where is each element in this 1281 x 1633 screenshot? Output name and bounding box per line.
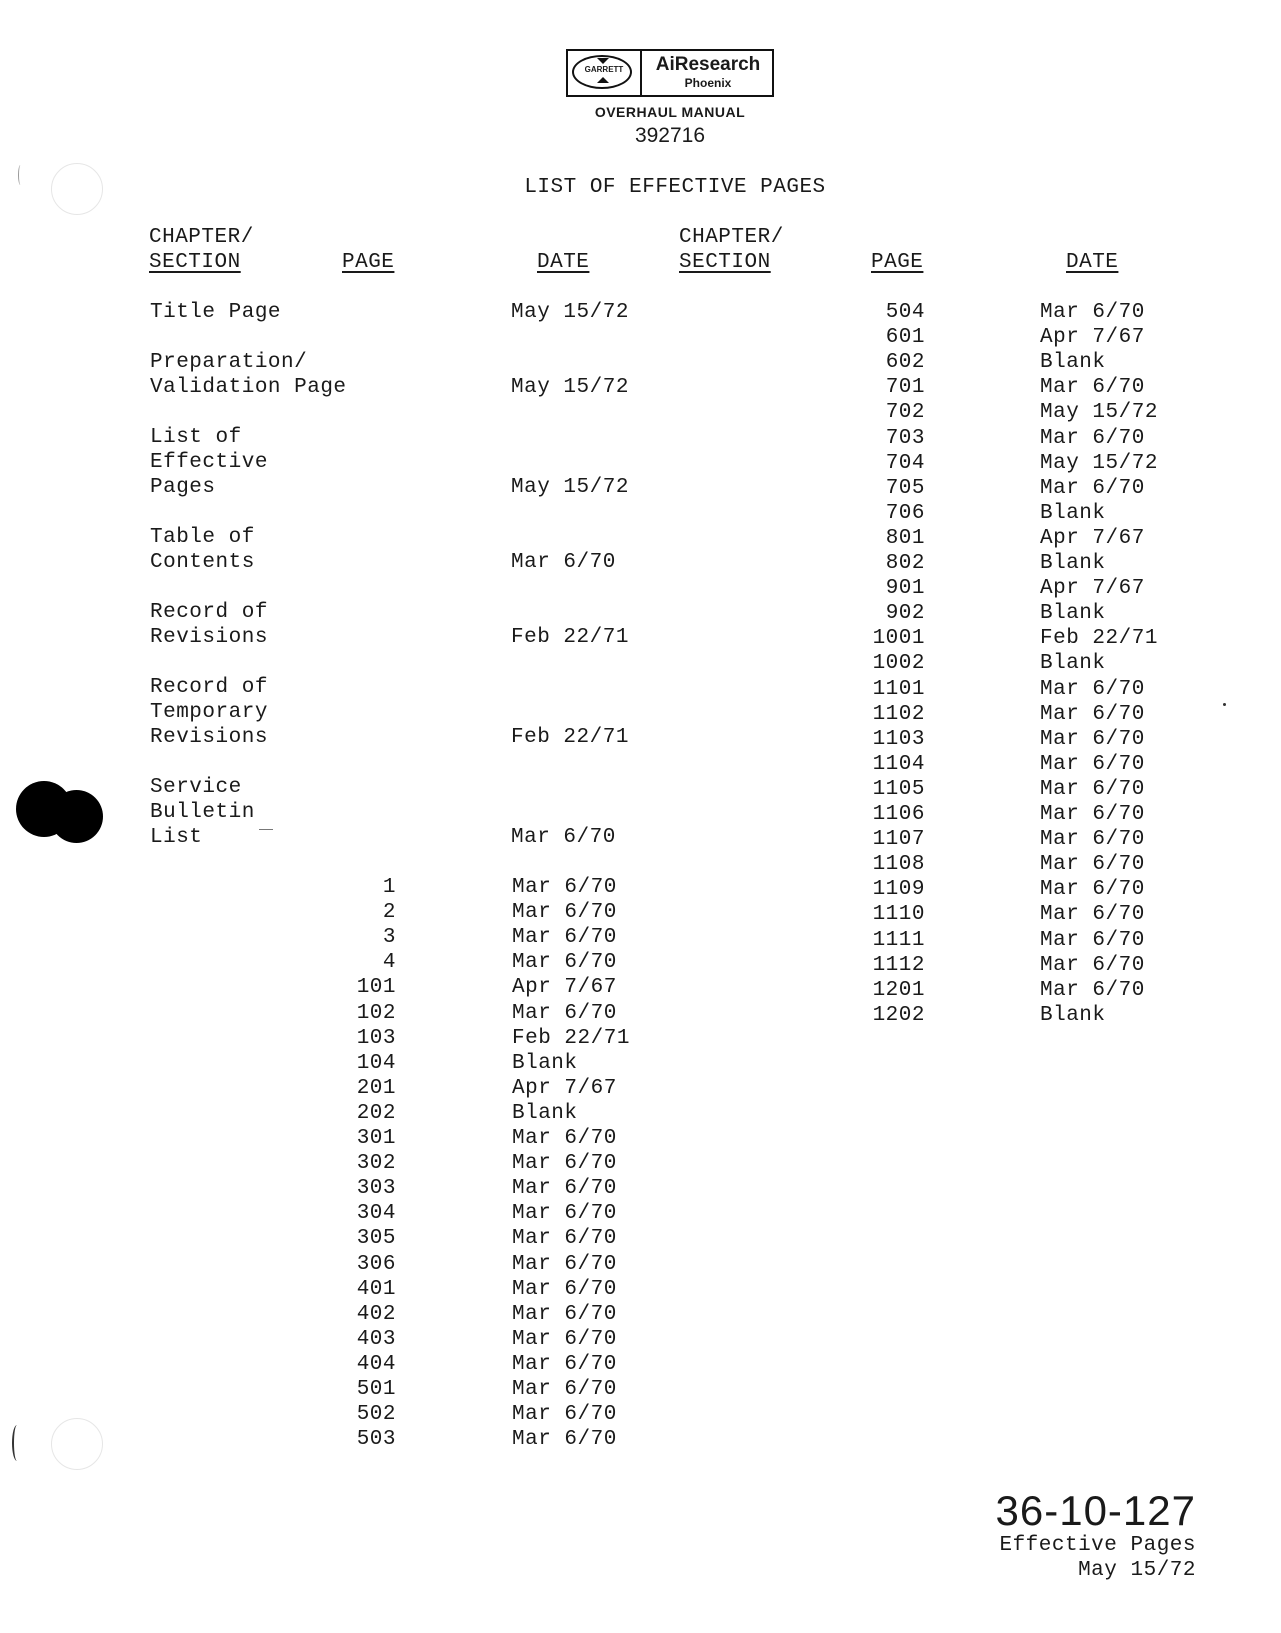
right-section-header: SECTION [679,251,771,274]
stray-dot [1223,703,1226,706]
page-number: 305 [356,1227,396,1251]
page-date: Apr 7/67 [1040,577,1145,601]
footer-subtitle: Effective Pages [999,1534,1196,1557]
page-date: Mar 6/70 [512,1177,617,1201]
page-date: Mar 6/70 [512,926,617,950]
page-number: 402 [356,1302,396,1326]
page-number: 902 [885,602,925,626]
page-date: Blank [1040,602,1106,626]
page-date: Mar 6/70 [512,1001,617,1025]
logo-emblem-text: GARRETT [584,65,624,74]
left-date-header: DATE [537,251,590,274]
page-date: Mar 6/70 [512,1127,617,1150]
page-number: 1202 [872,1003,925,1027]
page-number: 703 [885,426,925,450]
page-date: Mar 6/70 [1040,476,1145,500]
page-date: Mar 6/70 [512,1277,617,1301]
section-label-line: Effective [150,451,268,475]
page-number: 1201 [872,978,925,1002]
page-number: 1112 [872,953,925,977]
page-date: Mar 6/70 [1040,928,1145,952]
page-date: Mar 6/70 [512,1202,617,1226]
page-date: Mar 6/70 [1040,777,1145,801]
page-number: 1105 [872,777,925,801]
page-date: Mar 6/70 [1040,301,1145,324]
page-number: 1103 [872,727,925,751]
section-label-line: Revisions [150,726,268,750]
page-date: Mar 6/70 [1040,828,1145,852]
logo-city: Phoenix [684,76,732,90]
page-date: Mar 6/70 [1040,702,1145,726]
page-date: Apr 7/67 [1040,526,1145,550]
page-number: 2 [382,901,396,925]
page-number: 1 [382,876,396,899]
page-date: Mar 6/70 [1040,953,1145,977]
binder-hole-top [51,163,103,215]
page-number: 1101 [872,677,925,701]
section-label-line: Bulletin [150,801,255,825]
page-number: 3 [382,926,396,950]
page-number: 801 [885,526,925,550]
logo-brand: AiResearch [655,54,761,75]
page-date: Apr 7/67 [512,1076,617,1100]
section-label-line: List of [150,426,242,449]
page-number: 202 [356,1101,396,1125]
page-date: Blank [512,1101,578,1125]
page-number: 306 [356,1252,396,1276]
page-number: 304 [356,1202,396,1226]
page-date: Feb 22/71 [512,1026,630,1050]
page-number: 401 [356,1277,396,1301]
page-number: 1106 [872,803,925,826]
page-date: Mar 6/70 [512,1327,617,1351]
section-date: May 15/72 [511,376,629,400]
page-date: Apr 7/67 [512,976,617,1000]
page-date: Blank [1040,501,1106,525]
page-date: Mar 6/70 [1040,903,1145,927]
page-date: Mar 6/70 [512,901,617,925]
page-date: Mar 6/70 [1040,803,1145,826]
scan-mark-top [18,165,23,185]
page-number: 1001 [872,627,925,651]
section-date: May 15/72 [511,301,629,324]
section-label-line: Temporary [150,701,268,725]
page-number: 901 [885,577,925,601]
page-number: 102 [356,1001,396,1025]
page-number: 1109 [872,878,925,902]
page-number: 4 [382,951,396,975]
page-date: Mar 6/70 [512,1428,617,1452]
page-date: Mar 6/70 [1040,878,1145,902]
page-date: Mar 6/70 [1040,853,1145,877]
page-date: Apr 7/67 [1040,326,1145,350]
page-number: 404 [356,1352,396,1376]
page-date: Blank [1040,351,1106,375]
page-number: 504 [885,301,925,324]
page-number: 1107 [872,828,925,852]
list-title: LIST OF EFFECTIVE PAGES [524,176,826,199]
section-label-line: Service [150,776,242,799]
page-date: Mar 6/70 [512,1152,617,1176]
page-number: 1002 [872,652,925,676]
page-number: 601 [885,326,925,350]
page-number: 705 [885,476,925,500]
section-label-line: Title Page [150,301,282,324]
section-date: Feb 22/71 [511,626,629,650]
page-date: Mar 6/70 [512,1403,617,1427]
punched-hole-shadow-2 [50,790,103,843]
section-label-line: Contents [150,551,255,575]
page-date: Blank [1040,552,1106,575]
page-number: 303 [356,1177,396,1201]
page-number: 301 [356,1127,396,1150]
page-number: 101 [356,976,396,1000]
page-date: Mar 6/70 [512,1378,617,1401]
section-label-line: Preparation/ [150,351,308,374]
left-page-header: PAGE [342,251,395,274]
page-number: 1104 [872,752,925,776]
footer-date: May 15/72 [1078,1559,1196,1582]
section-label-line: Table of [150,526,255,549]
page-number: 1108 [872,853,925,877]
page-date: Mar 6/70 [1040,376,1145,400]
section-label-line: Validation Page [150,376,347,400]
section-label-line: Record of [150,601,268,624]
page-date: May 15/72 [1040,401,1158,425]
page-date: Feb 22/71 [1040,627,1158,651]
page-date: Mar 6/70 [512,1352,617,1376]
page-date: Mar 6/70 [1040,677,1145,701]
section-date: Mar 6/70 [511,826,616,850]
right-chapter-header-line1: CHAPTER/ [679,226,784,249]
page-date: Mar 6/70 [512,1227,617,1251]
page-number: 502 [356,1403,396,1427]
page-number: 1102 [872,702,925,726]
page-number: 104 [356,1051,396,1075]
page-number: 103 [356,1026,396,1050]
page-number: 302 [356,1152,396,1176]
left-section-header: SECTION [149,251,241,274]
page-number: 706 [885,501,925,525]
page-date: Mar 6/70 [1040,978,1145,1002]
left-chapter-header-line1: CHAPTER/ [149,226,254,249]
page-date: Mar 6/70 [512,1302,617,1326]
page-number: 403 [356,1327,396,1351]
page-date: Mar 6/70 [512,1252,617,1276]
section-date: Feb 22/71 [511,726,629,750]
page-number: 802 [885,552,925,575]
page-number: 1110 [872,903,925,927]
manual-title: OVERHAUL MANUAL [594,104,746,120]
page-date: Mar 6/70 [512,951,617,975]
page-number: 501 [356,1378,396,1401]
section-label-line: Record of [150,676,268,699]
section-label-line: Revisions [150,626,268,650]
page-date: Mar 6/70 [1040,426,1145,450]
page-number: 702 [885,401,925,425]
page-date: Blank [512,1051,578,1075]
section-date: Mar 6/70 [511,551,616,575]
page-date: Mar 6/70 [1040,752,1145,776]
section-label-line: List [150,826,203,850]
document-code: 36-10-127 [995,1487,1196,1534]
right-page-header: PAGE [871,251,924,274]
scan-mark-bottom [12,1425,22,1461]
page-number: 701 [885,376,925,400]
manual-number: 392716 [634,124,706,147]
stray-mark [259,829,273,830]
page-number: 201 [356,1076,396,1100]
page-number: 704 [885,451,925,475]
section-label-line: Pages [150,476,216,500]
page-date: Mar 6/70 [1040,727,1145,751]
binder-hole-bottom [51,1418,103,1470]
section-date: May 15/72 [511,476,629,500]
page-number: 503 [356,1428,396,1452]
right-date-header: DATE [1066,251,1119,274]
page-date: May 15/72 [1040,451,1158,475]
page-number: 602 [885,351,925,375]
page-number: 1111 [872,928,925,952]
page-date: Mar 6/70 [512,876,617,899]
page-date: Blank [1040,652,1106,676]
page-date: Blank [1040,1003,1106,1027]
